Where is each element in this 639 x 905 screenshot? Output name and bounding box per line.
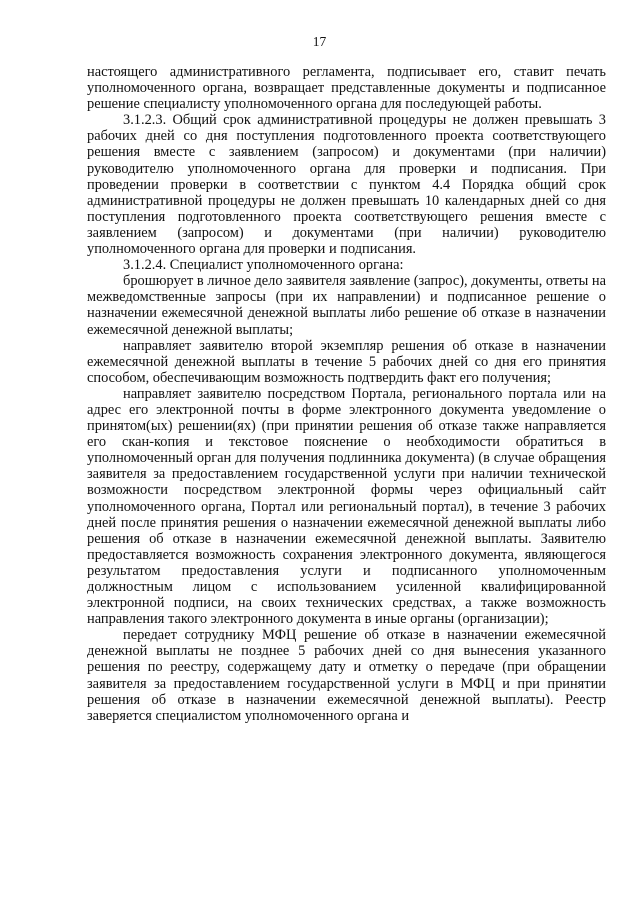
paragraph: передает сотруднику МФЦ решение об отказе в назначении ежемесячной денежной выплаты не позднее 5 рабочих дней со дня вынесения указанного решения по реестру, содержащему дату и отметку о передаче (при обращении заявителя за предоставлением государственной услуги в МФЦ и при принятии решения об отказе в назначении ежемесячной денежной выплаты). Реестр заверяется специалистом уполномоченного органа и: [87, 627, 606, 724]
document-body: [87, 64, 606, 724]
paragraph: брошюрует в личное дело заявителя заявление (запрос), документы, ответы на межведомственные запросы (при их направлении) и подписанное решение о назначении ежемесячной денежной выплаты либо решение об отказе в назначении ежемесячной денежной выплаты;: [87, 273, 606, 338]
paragraph: направляет заявителю второй экземпляр решения об отказе в назначении ежемесячной денежной выплаты в течение 5 рабочих дней со дня его принятия способом, обеспечивающим возможность подтвердить факт его получения;: [87, 337, 606, 386]
paragraph: 3.1.2.4. Специалист уполномоченного органа:: [123, 257, 404, 274]
paragraph: настоящего административного регламента, подписывает его, ставит печать уполномоченного органа, возвращает представленные документы и подписанное решение специалисту уполномоченного органа для последующей работы.: [87, 64, 606, 113]
page-number: 17: [312, 34, 327, 49]
paragraph: направляет заявителю посредством Портала, регионального портала или на адрес его электронной почты в форме электронного документа уведомление о принятом(ых) решении(ях) (при принятии решения об отказе также направляется его скан-копия и текстовое пояснение о необходимости обратиться в уполномоченный орган для получения подлинника документа) (в случае обращения заявителя за предоставлением государственной услуги при наличии технической возможности посредством электронной формы через официальный сайт уполномоченного органа, Портал или региональный портал), в течение 3 рабочих дней после принятия решения о назначении ежемесячной денежной выплаты либо решения об отказе в назначении ежемесячной денежной выплаты. Заявителю предоставляется возможность сохранения электронного документа, являющегося результатом предоставления услуги и подписанного уполномоченным должностным лицом с использованием усиленной квалифицированной электронной подписи, на своих технических средствах, а также возможность направления такого электронного документа в иные органы (организации);: [87, 385, 606, 628]
paragraph: 3.1.2.3. Общий срок административной процедуры не должен превышать 3 рабочих дней со дня поступления подготовленного проекта соответствующего решения вместе с заявлением (запросом) и документами (при наличии) руководителю уполномоченного органа для проверки и подписания. При проведении проверки в соответствии с пунктом 4.4 Порядка общий срок административной процедуры не должен превышать 10 календарных дней со дня поступления подготовленного проекта соответствующего решения вместе с заявлением (запросом) и документами (при наличии) руководителю уполномоченного органа для проверки и подписания.: [87, 112, 606, 258]
